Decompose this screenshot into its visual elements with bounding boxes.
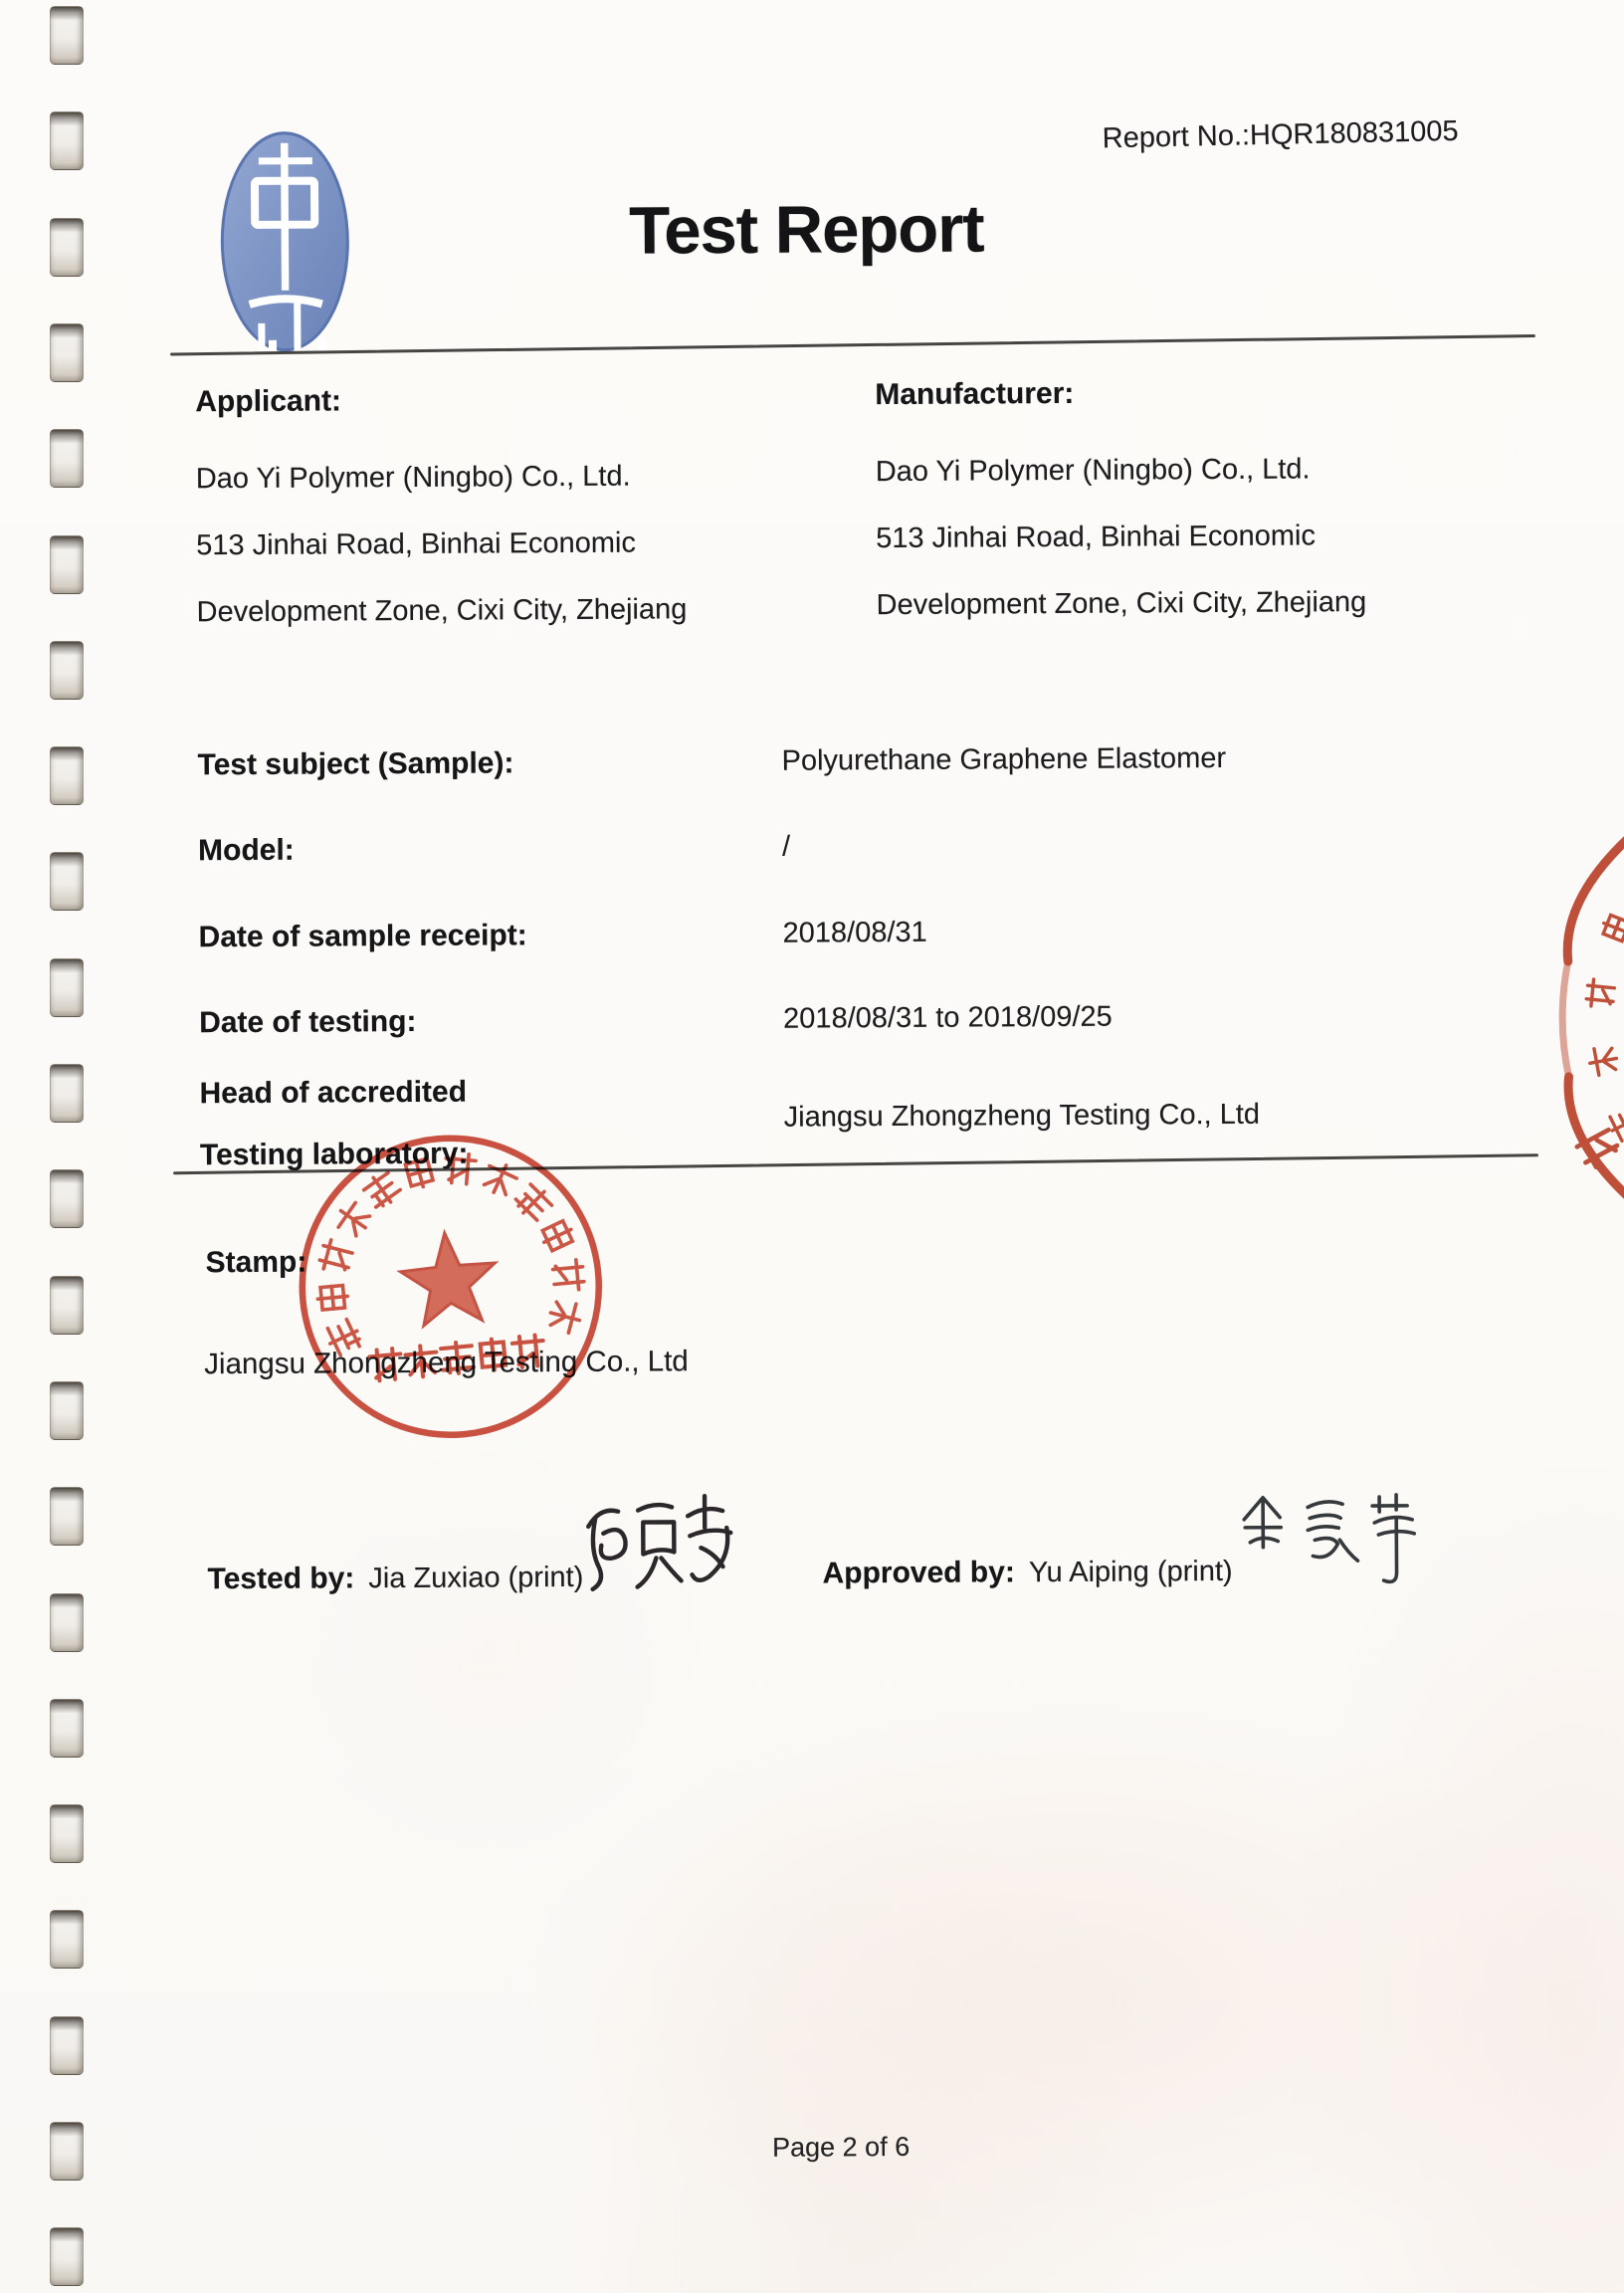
page-number: Page 2 of 6: [771, 2131, 911, 2163]
stamp-company-name: Jiangsu Zhongzheng Testing Co., Ltd: [204, 1345, 689, 1381]
detail-value: Polyurethane Graphene Elastomer: [781, 741, 1227, 777]
report-number: Report No.:HQR180831005: [1102, 114, 1459, 155]
binding-hole: [50, 111, 84, 170]
applicant-address-line: Dao Yi Polymer (Ningbo) Co., Ltd.: [195, 460, 631, 496]
manufacturer-address-line: Development Zone, Cixi City, Zhejiang: [876, 586, 1367, 622]
applicant-address-line: Development Zone, Cixi City, Zhejiang: [196, 593, 688, 629]
binding-hole: [50, 641, 84, 700]
binding-hole: [50, 1593, 84, 1652]
binding-hole: [50, 429, 84, 488]
binding-hole: [50, 2227, 84, 2286]
detail-label: Head of accredited: [199, 1075, 468, 1111]
binding-hole: [50, 323, 84, 382]
detail-value: 2018/08/31 to 2018/09/25: [783, 1000, 1113, 1035]
binding-hole: [50, 1910, 84, 1969]
page-title: Test Report: [629, 191, 984, 269]
binding-hole: [50, 218, 84, 277]
detail-label: Date of sample receipt:: [198, 919, 527, 954]
binding-hole: [50, 1064, 84, 1123]
detail-value: /: [781, 830, 791, 863]
binding-hole: [50, 2016, 84, 2075]
detail-value: 2018/08/31: [782, 916, 927, 949]
tested-by-label: Tested by:: [207, 1562, 355, 1596]
binding-hole: [50, 2122, 84, 2181]
detail-label: Testing laboratory:: [199, 1137, 469, 1172]
detail-label: Model:: [197, 833, 295, 868]
manufacturer-address-line: 513 Jinhai Road, Binhai Economic: [876, 520, 1316, 555]
binding-hole: [50, 1381, 84, 1440]
tested-by-name: Jia Zuxiao (print): [368, 1561, 584, 1595]
binding-hole: [50, 746, 84, 805]
binding-hole: [50, 958, 84, 1017]
approved-by-label: Approved by:: [822, 1556, 1015, 1590]
binding-hole: [50, 535, 84, 594]
binding-hole: [50, 6, 84, 65]
applicant-address-line: 513 Jinhai Road, Binhai Economic: [196, 526, 637, 562]
detail-label: Test subject (Sample):: [197, 746, 514, 782]
manufacturer-label: Manufacturer:: [875, 376, 1075, 412]
applicant-label: Applicant:: [195, 384, 342, 419]
detail-value: Jiangsu Zhongzheng Testing Co., Ltd: [783, 1098, 1261, 1134]
detail-label: Date of testing:: [199, 1004, 417, 1040]
binding-hole: [50, 1276, 84, 1335]
binding-hole: [50, 1487, 84, 1546]
binding-hole: [50, 1699, 84, 1758]
binding-hole: [50, 1804, 84, 1863]
manufacturer-address-line: Dao Yi Polymer (Ningbo) Co., Ltd.: [875, 453, 1311, 489]
approved-by-name: Yu Aiping (print): [1028, 1555, 1233, 1589]
binding-hole: [50, 1169, 84, 1228]
stamp-label: Stamp:: [205, 1245, 307, 1280]
binding-hole: [50, 852, 84, 911]
